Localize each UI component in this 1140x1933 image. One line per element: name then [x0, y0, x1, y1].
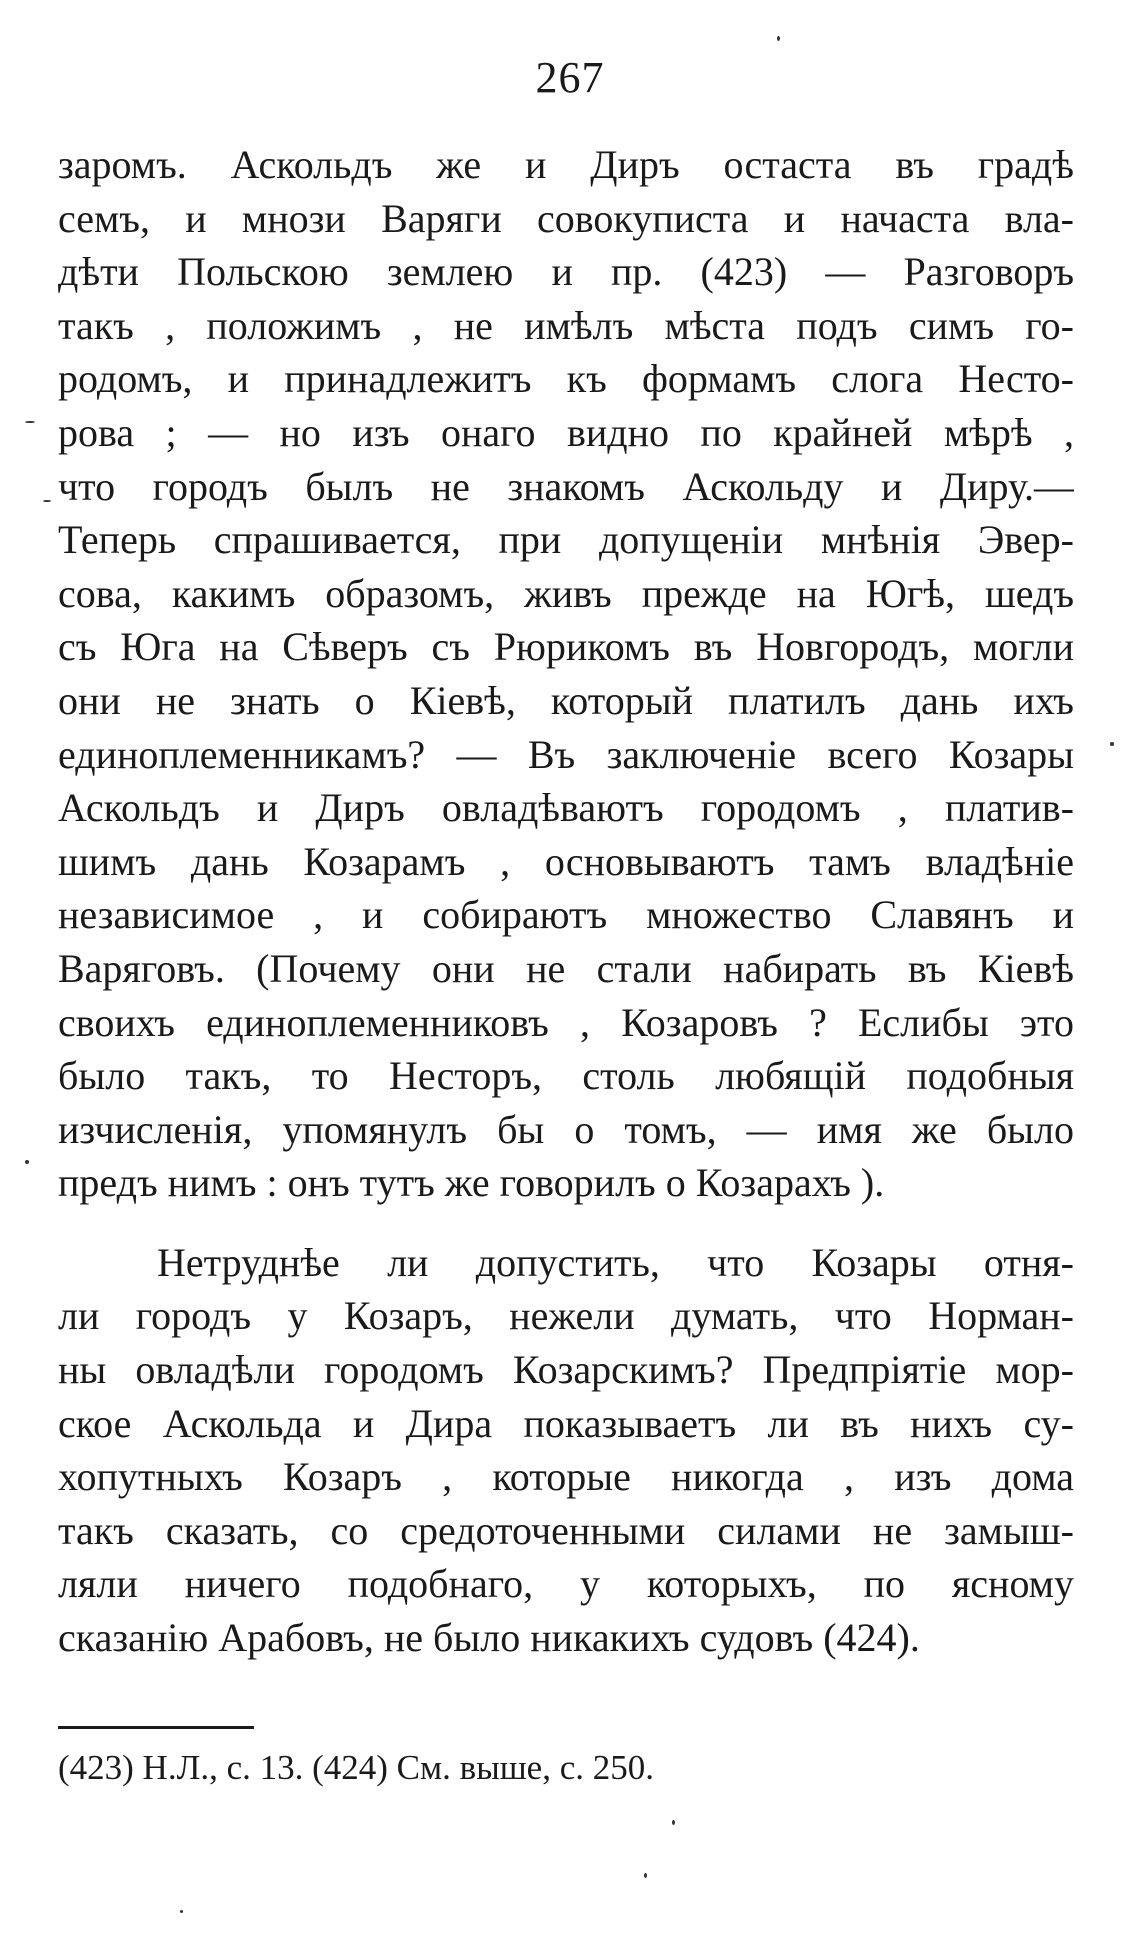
scan-speck	[25, 1160, 29, 1164]
text-line: заромъ. Аскольдъ же и Диръ остаста въ градѣ	[58, 142, 1074, 187]
text-line: Нетруднѣе ли допустить, что Козары отня-	[157, 1239, 1074, 1285]
body-text	[58, 138, 1074, 1665]
footnote-divider	[58, 1726, 254, 1729]
scan-speck	[672, 1820, 675, 1825]
text-line: ляли ничего подобнаго, у которыхъ, по ясному	[58, 1561, 1074, 1607]
text-line: Теперь спрашивается, при допущеніи мнѣнія Эвер-	[58, 517, 1074, 563]
text-line: что городъ былъ не знакомъ Аскольду и Диру.—	[58, 463, 1074, 509]
paragraph-gap	[58, 1210, 1074, 1236]
text-line: сова, какимъ образомъ, живъ прежде на Югѣ, шедъ	[58, 570, 1074, 616]
scan-speck	[777, 36, 780, 41]
text-line: шимъ дань Козарамъ , основываютъ тамъ владѣніе	[58, 838, 1074, 884]
text-line: независимое , и собираютъ множество Славянъ и	[58, 892, 1074, 938]
scan-speck	[1110, 742, 1114, 746]
text-line: Варяговъ. (Почему они не стали набирать въ Кіевѣ	[58, 945, 1074, 991]
text-line: единоплеменникамъ? — Въ заключеніе всего Козары	[58, 731, 1074, 777]
text-line: сказанію Арабовъ, не было никакихъ судовъ (424).	[58, 1615, 920, 1661]
text-line: хопутныхъ Козаръ , которые никогда , изъ дома	[58, 1454, 1074, 1500]
footnotes: (423) Н.Л., с. 13. (424) См. выше, с. 250.	[58, 1748, 654, 1787]
text-line: они не знать о Кіевѣ, который платилъ дань ихъ	[58, 677, 1074, 723]
scan-speck	[180, 1910, 183, 1913]
text-line: съ Юга на Сѣверъ съ Рюрикомъ въ Новгородъ, могли	[58, 624, 1074, 670]
text-line: Аскольдъ и Диръ овладѣваютъ городомъ , платив-	[58, 785, 1074, 831]
text-line: такъ сказать, со средоточенными силами не замыш-	[58, 1507, 1074, 1553]
text-line: родомъ, и принадлежитъ къ формамъ слога Несто-	[58, 356, 1074, 402]
text-line: такъ , положимъ , не имѣлъ мѣста подъ симъ го-	[58, 302, 1074, 348]
text-line: ны овладѣли городомъ Козарскимъ? Предпріятіе мор-	[58, 1347, 1074, 1393]
scan-speck	[43, 500, 51, 502]
scan-speck	[25, 421, 35, 423]
text-line: дѣти Польскою землею и пр. (423) — Разговоръ	[58, 249, 1074, 295]
scan-speck	[644, 1873, 647, 1878]
text-line: ское Аскольда и Дира показываетъ ли въ нихъ су-	[58, 1400, 1074, 1446]
text-line: своихъ единоплеменниковъ , Козаровъ ? Еслибы это	[58, 999, 1074, 1045]
text-line: изчисленія, упомянулъ бы о томъ, — имя же было	[58, 1106, 1074, 1152]
page-number: 267	[535, 53, 605, 102]
text-line: предъ нимъ : онъ тутъ же говорилъ о Козарахъ ).	[58, 1160, 885, 1206]
text-line: ли городъ у Козаръ, нежели думать, что Норман-	[58, 1293, 1074, 1339]
text-line: рова ; — но изъ онаго видно по крайней мѣрѣ ,	[58, 409, 1074, 455]
text-line: было такъ, то Несторъ, столь любящій подобныя	[58, 1053, 1074, 1099]
text-line: семъ, и мнози Варяги совокуписта и начаста вла-	[58, 195, 1074, 241]
